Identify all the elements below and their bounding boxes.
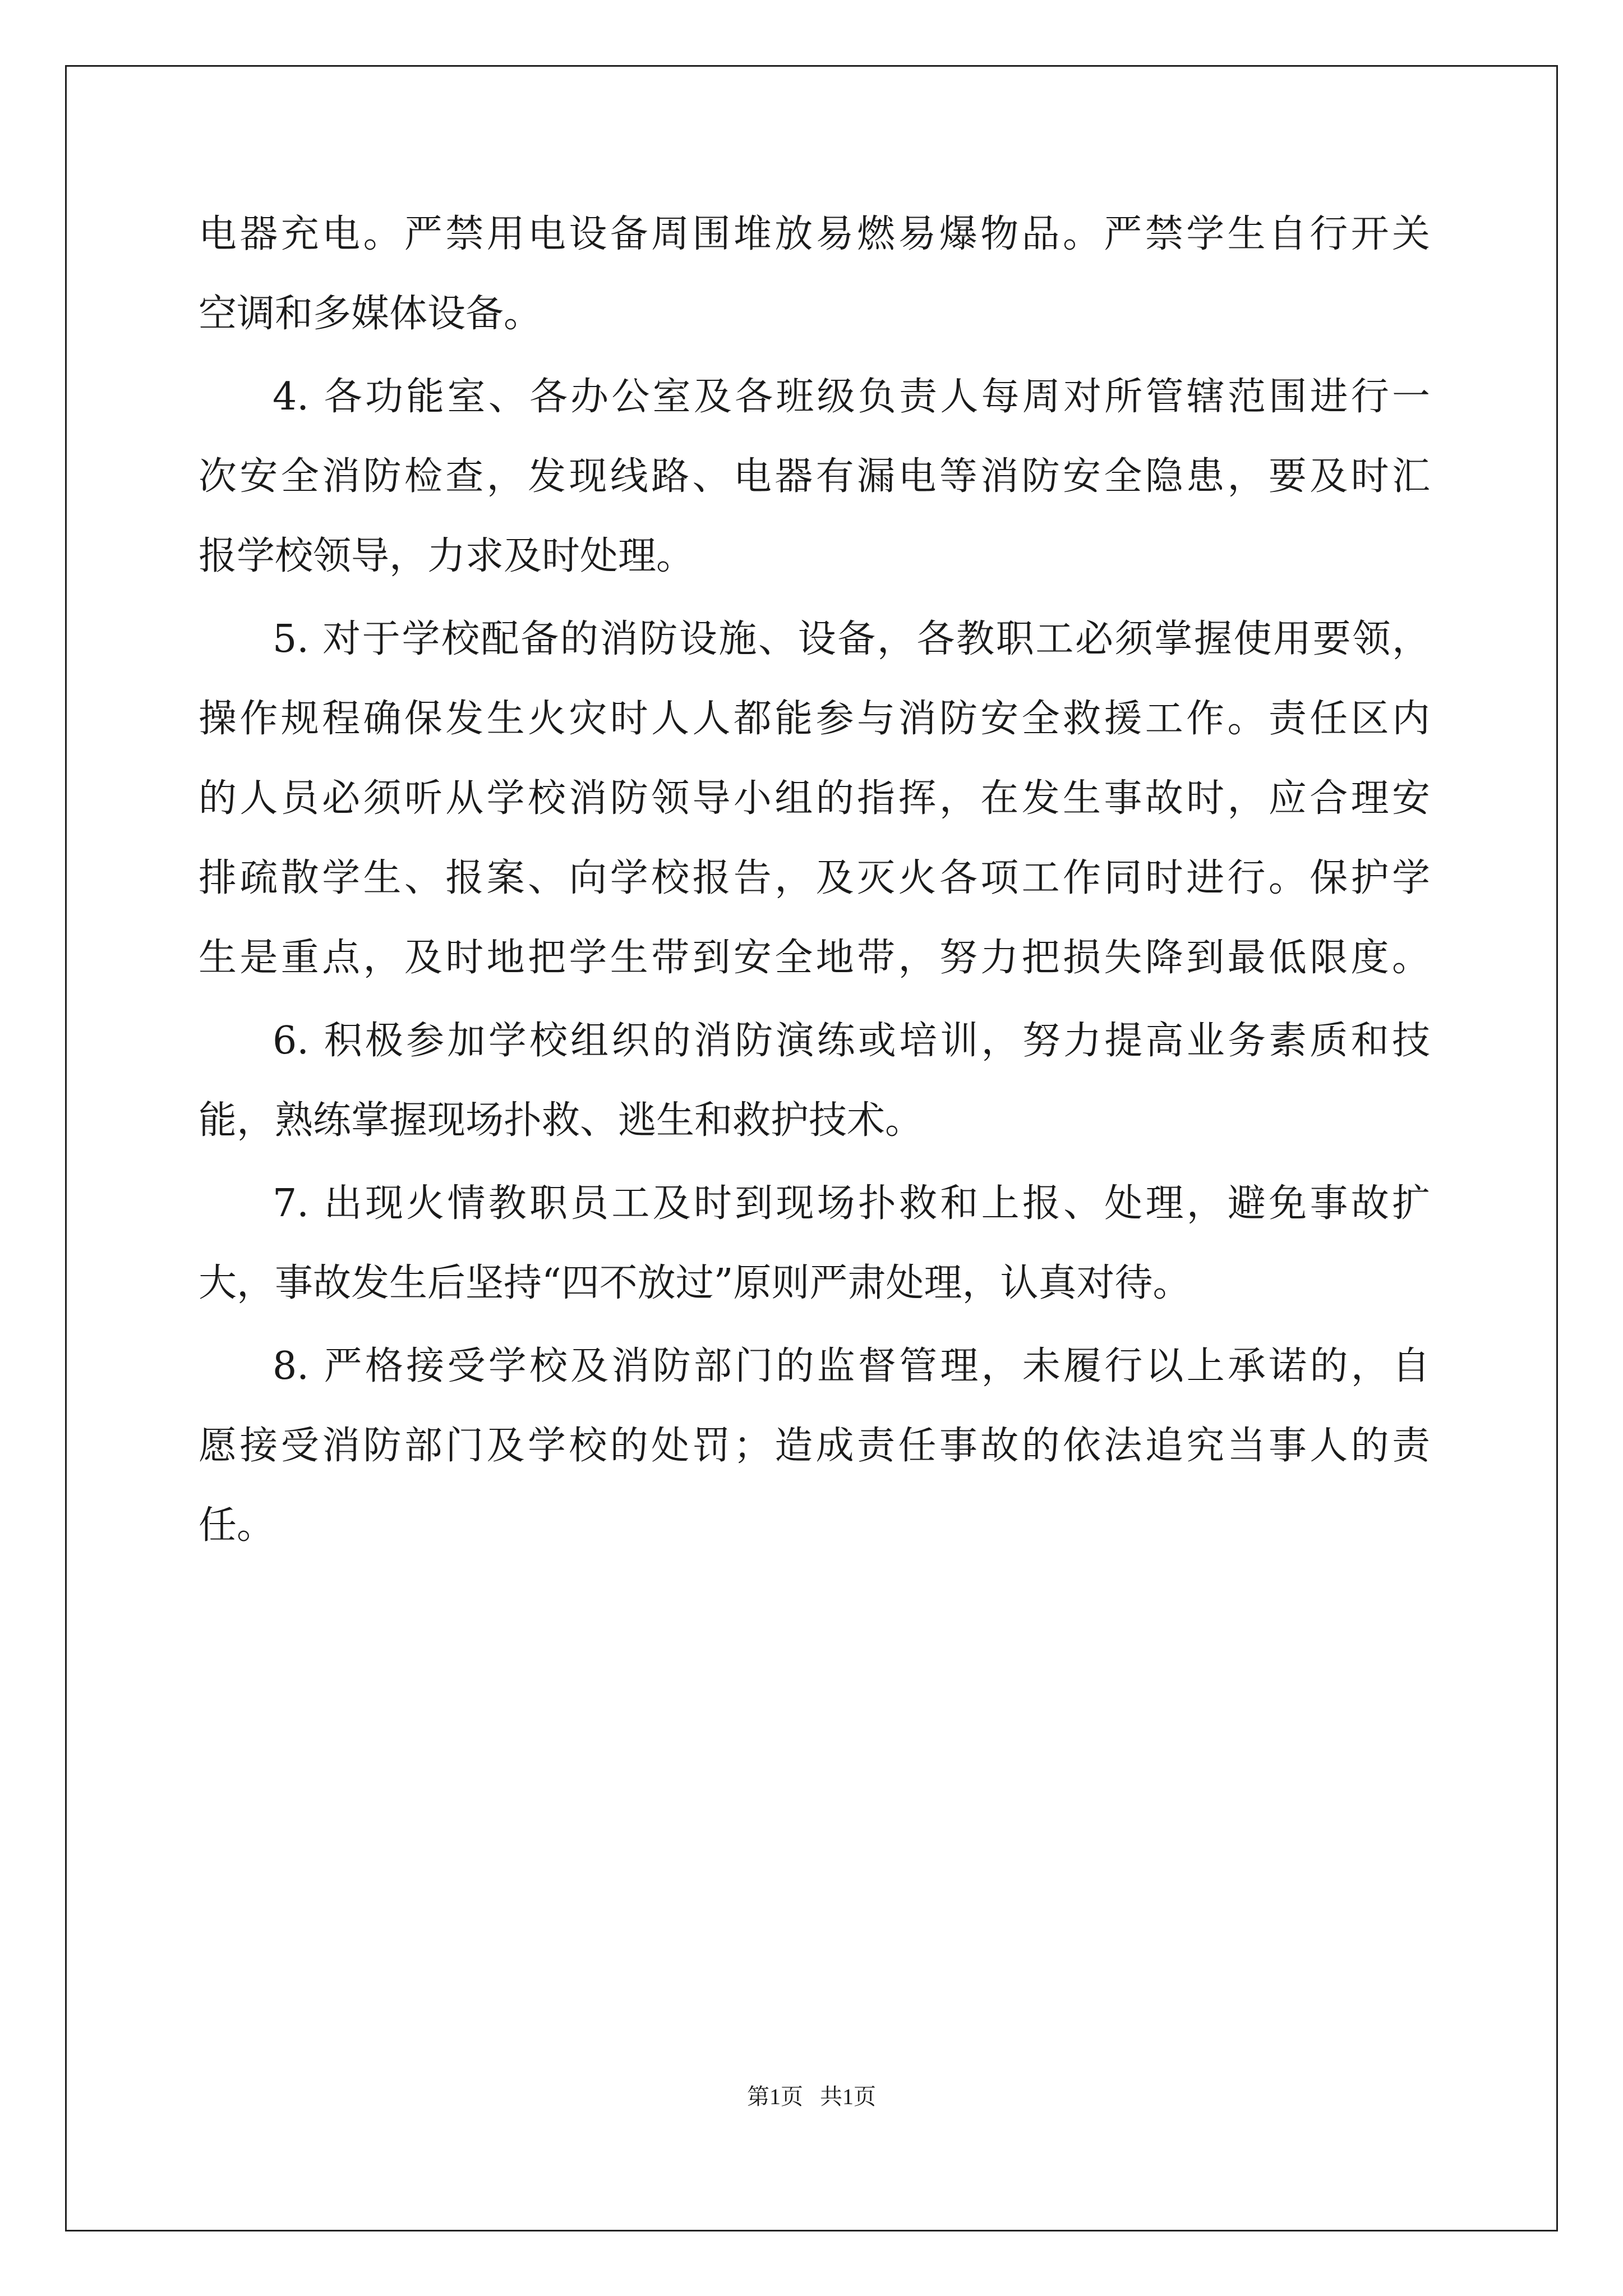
text-line: 生是重点，及时地把学生带到安全地带，努力把损失降到最低限度。 [199,936,1430,980]
paragraph-6-line: 6. 积极参加学校组织的消防演练或培训，努力提高业务素质和技 [273,1019,1430,1063]
text-line: 空调和多媒体设备。 [199,292,542,336]
text-line: 操作规程确保发生火灾时人人都能参与消防安全救援工作。责任区内 [199,697,1430,741]
text-line: 电器充电。严禁用电设备周围堆放易燃易爆物品。严禁学生自行开关 [199,212,1430,256]
paragraph-4-line: 4. 各功能室、各办公室及各班级负责人每周对所管辖范围进行一 [273,375,1430,419]
page-number-footer: 第1页 共1页 [747,2084,876,2109]
paragraph-7-line: 7. 出现火情教职员工及时到现场扑救和上报、处理，避免事故扩 [273,1181,1430,1226]
paragraph-5-line: 5. 对于学校配备的消防设施、设备，各教职工必须掌握使用要领， [273,617,1430,661]
text-line: 排疏散学生、报案、向学校报告，及灭火各项工作同时进行。保护学 [199,856,1430,900]
text-line: 次安全消防检查，发现线路、电器有漏电等消防安全隐患，要及时汇 [199,454,1430,499]
text-line: 报学校领导，力求及时处理。 [199,534,695,578]
paragraph-8-line: 8. 严格接受学校及消防部门的监督管理，未履行以上承诺的，自 [273,1344,1430,1388]
text-line: 大，事故发生后坚持“四不放过”原则严肃处理，认真对待。 [199,1261,1191,1305]
text-line: 的人员必须听从学校消防领导小组的指挥，在发生事故时，应合理安 [199,776,1430,821]
text-line: 能，熟练掌握现场扑救、逃生和救护技术。 [199,1098,924,1143]
text-line: 愿接受消防部门及学校的处罚；造成责任事故的依法追究当事人的责 [199,1424,1430,1468]
text-line: 任。 [199,1503,275,1548]
